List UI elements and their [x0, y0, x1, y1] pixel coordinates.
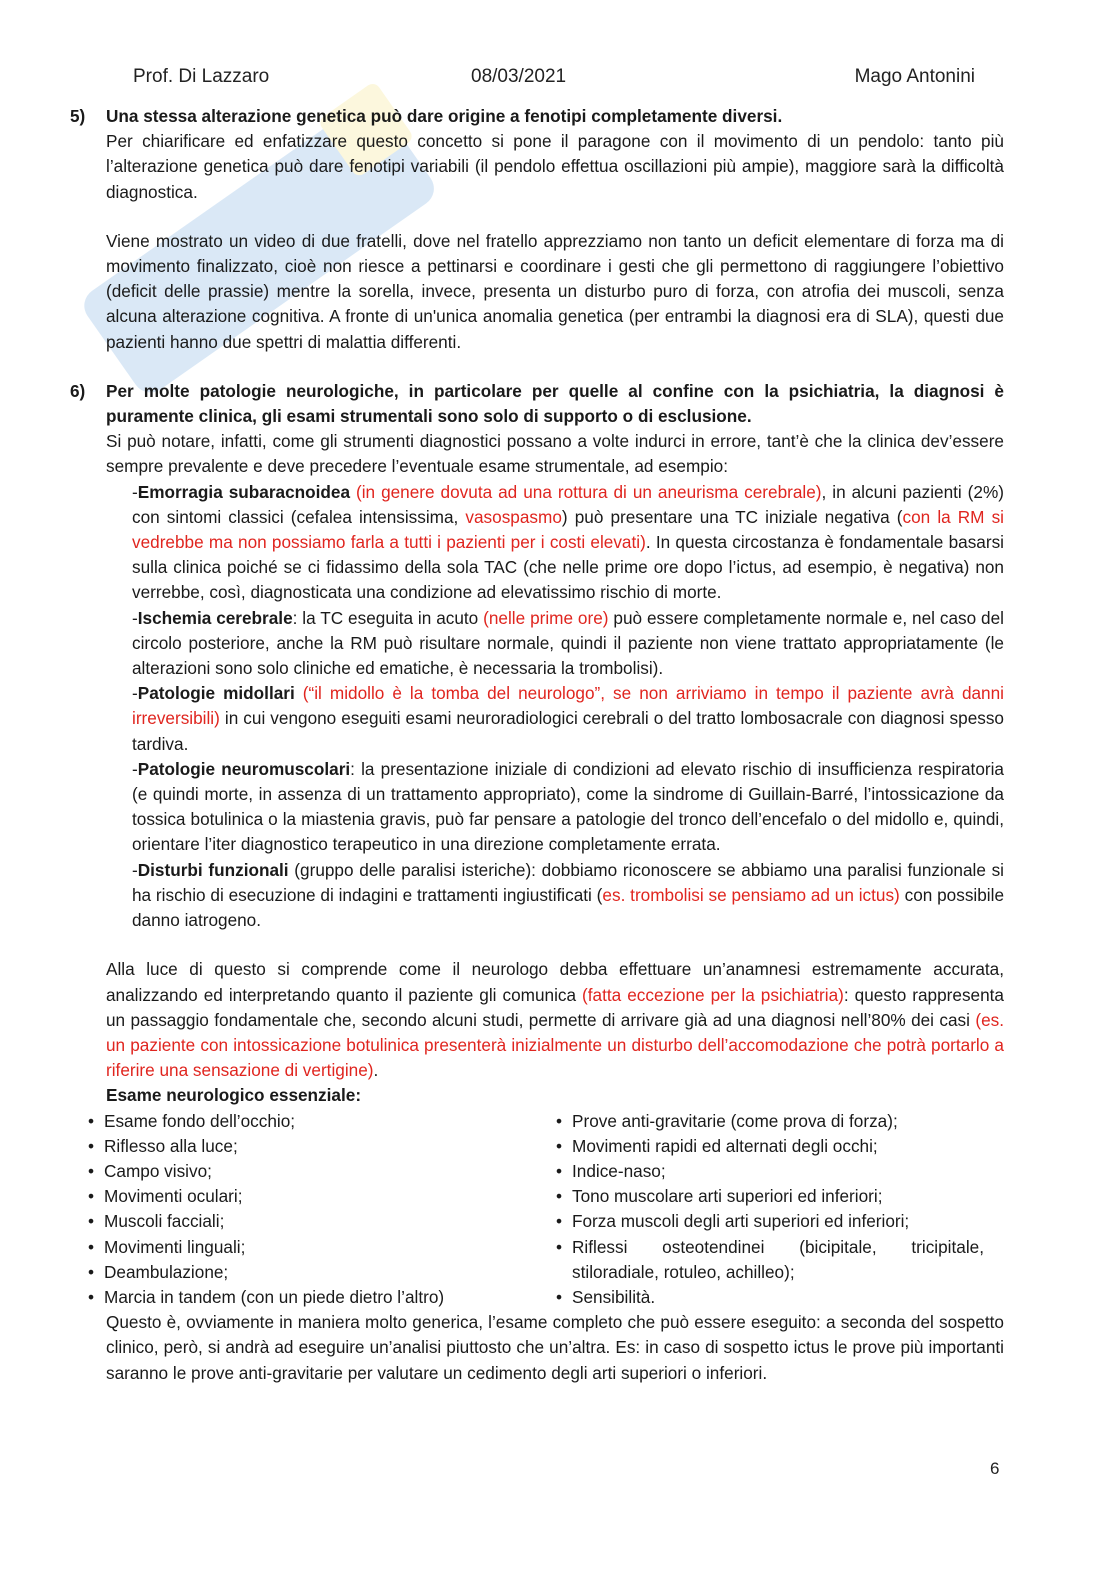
- list-item: • Marcia in tandem (con un piede dietro l’altro): [86, 1285, 554, 1310]
- section-6: [70, 379, 1004, 933]
- section-5: [70, 104, 1004, 355]
- section-number: 6): [70, 380, 86, 401]
- list-item: • Movimenti rapidi ed alternati degli occhi;: [554, 1134, 984, 1159]
- list-item: • Campo visivo;: [86, 1159, 554, 1184]
- list-item: • Prove anti-gravitarie (come prova di forza);: [554, 1109, 984, 1134]
- list-item: • Riflesso alla luce;: [86, 1134, 554, 1159]
- header-author: Mago Antonini: [854, 66, 975, 87]
- list-item-funzionali: -Disturbi funzionali (gruppo delle paralisi isteriche): dobbiamo riconoscere se abbiamo una paralisi funzionale si ha rischio di esecuzione di indagini e trattamenti ingiustificati (es. trombolisi se pensiamo ad un ictus) con possibile danno iatrogeno.: [132, 859, 1005, 931]
- header-professor: Prof. Di Lazzaro: [133, 66, 270, 87]
- exam-list: [70, 1109, 1004, 1311]
- list-item-emorragia: -Emorragia subaracnoidea (in genere dovuta ad una rottura di un aneurisma cerebrale), in alcuni pazienti (2%) con sintomi classici (cefalea intensissima, vasospasmo) può presentare una TC iniziale negativa (con la RM si vedrebbe ma non possiamo farla a tutti i pazienti per i costi elevati). In questa circostanza è fondamentale basarsi sulla clinica poiché se ci fidassimo della sola TAC (che nelle prime ore dopo l’ictus, ad esempio, è negativa) non verrebbe, così, diagnosticata una condizione ad elevatissimo rischio di morte.: [132, 481, 1005, 603]
- page-header: [133, 66, 975, 94]
- exam-list-right: [554, 1109, 984, 1311]
- list-item: • Indice-naso;: [554, 1159, 984, 1184]
- section-title: Per molte patologie neurologiche, in particolare per quelle al confine con la psichiatria, la diagnosi è puramente clinica, gli esami strumentali sono solo di supporto o di esclusione.: [106, 380, 1004, 427]
- list-item: • Muscoli facciali;: [86, 1209, 554, 1234]
- list-item-neuromuscolari: -Patologie neuromuscolari: la presentazione iniziale di condizioni ad elevato rischio di insufficienza respiratoria (e quindi morte, in assenza di un trattamento appropriato), come la sindrome di Guillain-Barré, l’intossicazione da tossica botulinica o la miastenia gravis, può far pensare a patologie del tronco dell’encefalo o del midollo e, quindi, orientare l’iter diagnostico terapeutico in una direzione completamente errata.: [132, 758, 1004, 855]
- header-date: 08/03/2021: [471, 66, 567, 87]
- section-number: 5): [70, 106, 86, 126]
- paragraph: Per chiarificare ed enfatizzare questo concetto si pone il paragone con il movimento di un pendolo: tanto più l’alterazione genetica può dare fenotipi variabili (il pendolo effettua oscillazioni più ampie), maggiore sarà la difficoltà diagnostica.: [106, 131, 1004, 202]
- list-item: • Forza muscoli degli arti superiori ed inferiori;: [554, 1209, 984, 1234]
- list-item: • Tono muscolare arti superiori ed inferiori;: [554, 1184, 984, 1209]
- list-item-midollari: -Patologie midollari (“il midollo è la tomba del neurologo”, se non arriviamo in tempo il paziente avrà danni irreversibili) in cui vengono eseguiti esami neuroradiologici cerebrali o del tratto lombosacrale con diagnosi spesso tardiva.: [132, 683, 1004, 754]
- paragraph: Si può notare, infatti, come gli strumenti diagnostici possano a volte indurci in errore, tant’è che la clinica dev’essere sempre prevalente e deve precedere l’eventuale esame strumentale, ad esempio:: [106, 431, 1004, 477]
- page-number: 6: [990, 1459, 1000, 1478]
- paragraph-closing: Questo è, ovviamente in maniera molto generica, l’esame completo che può essere eseguito: a seconda del sospetto clinico, però, si andrà ad eseguire un’analisi piuttosto che un’altra. Es: in caso di sospetto ictus le prove più importanti saranno le prove anti-gravitarie per valutare un cedimento degli arti superiori o inferiori.: [106, 1312, 1004, 1383]
- list-item: • Sensibilità.: [554, 1285, 984, 1310]
- exam-heading: Esame neurologico essenziale:: [106, 1085, 362, 1106]
- list-item-ischemia: -Ischemia cerebrale: la TC eseguita in acuto (nelle prime ore) può essere completamente normale e, nel caso del circolo posteriore, anche la RM può risultare normale, quindi il paziente non viene trattato appropriatamente (le alterazioni sono solo cliniche ed ematiche, è necessaria la trombolisi).: [132, 607, 1004, 679]
- list-item: • Deambulazione;: [86, 1260, 554, 1285]
- paragraph: Viene mostrato un video di due fratelli, dove nel fratello apprezziamo non tanto un deficit elementare di forza ma di movimento finalizzato, cioè non riesce a pettinarsi e coordinare i gesti che gli permettono di raggiungere l’obiettivo (deficit delle prassie) mentre la sorella, invece, presenta un disturbo puro di forza, con atrofia dei muscoli, senza alcuna alterazione cognitiva. A fronte di un'unica anomalia genetica (per entrambi la diagnosi era di SLA), questi due pazienti hanno due spettri di malattia differenti.: [106, 230, 1004, 352]
- list-item: • Movimenti linguali;: [86, 1235, 554, 1260]
- list-item: • Riflessi osteotendinei (bicipitale, tricipitale, stiloradiale, rotuleo, achilleo);: [554, 1235, 984, 1285]
- list-item: • Esame fondo dell’occhio;: [86, 1109, 554, 1134]
- list-item: • Movimenti oculari;: [86, 1184, 554, 1209]
- paragraph-anamnesi: Alla luce di questo si comprende come il neurologo debba effettuare un’anamnesi estremamente accurata, analizzando ed interpretando quanto il paziente gli comunica (fatta eccezione per la psichiatria): questo rappresenta un passaggio fondamentale che, secondo alcuni studi, permette di arrivare già ad una diagnosi nell’80% dei casi (es. un paziente con intossicazione botulinica presenterà inizialmente un disturbo dell’accomodazione che potrà portarlo a riferire una sensazione di vertigine).: [106, 959, 1004, 1081]
- exam-list-left: [70, 1109, 554, 1311]
- document-body: [70, 104, 1004, 1386]
- section-title: Una stessa alterazione genetica può dare origine a fenotipi completamente diversi.: [106, 106, 783, 126]
